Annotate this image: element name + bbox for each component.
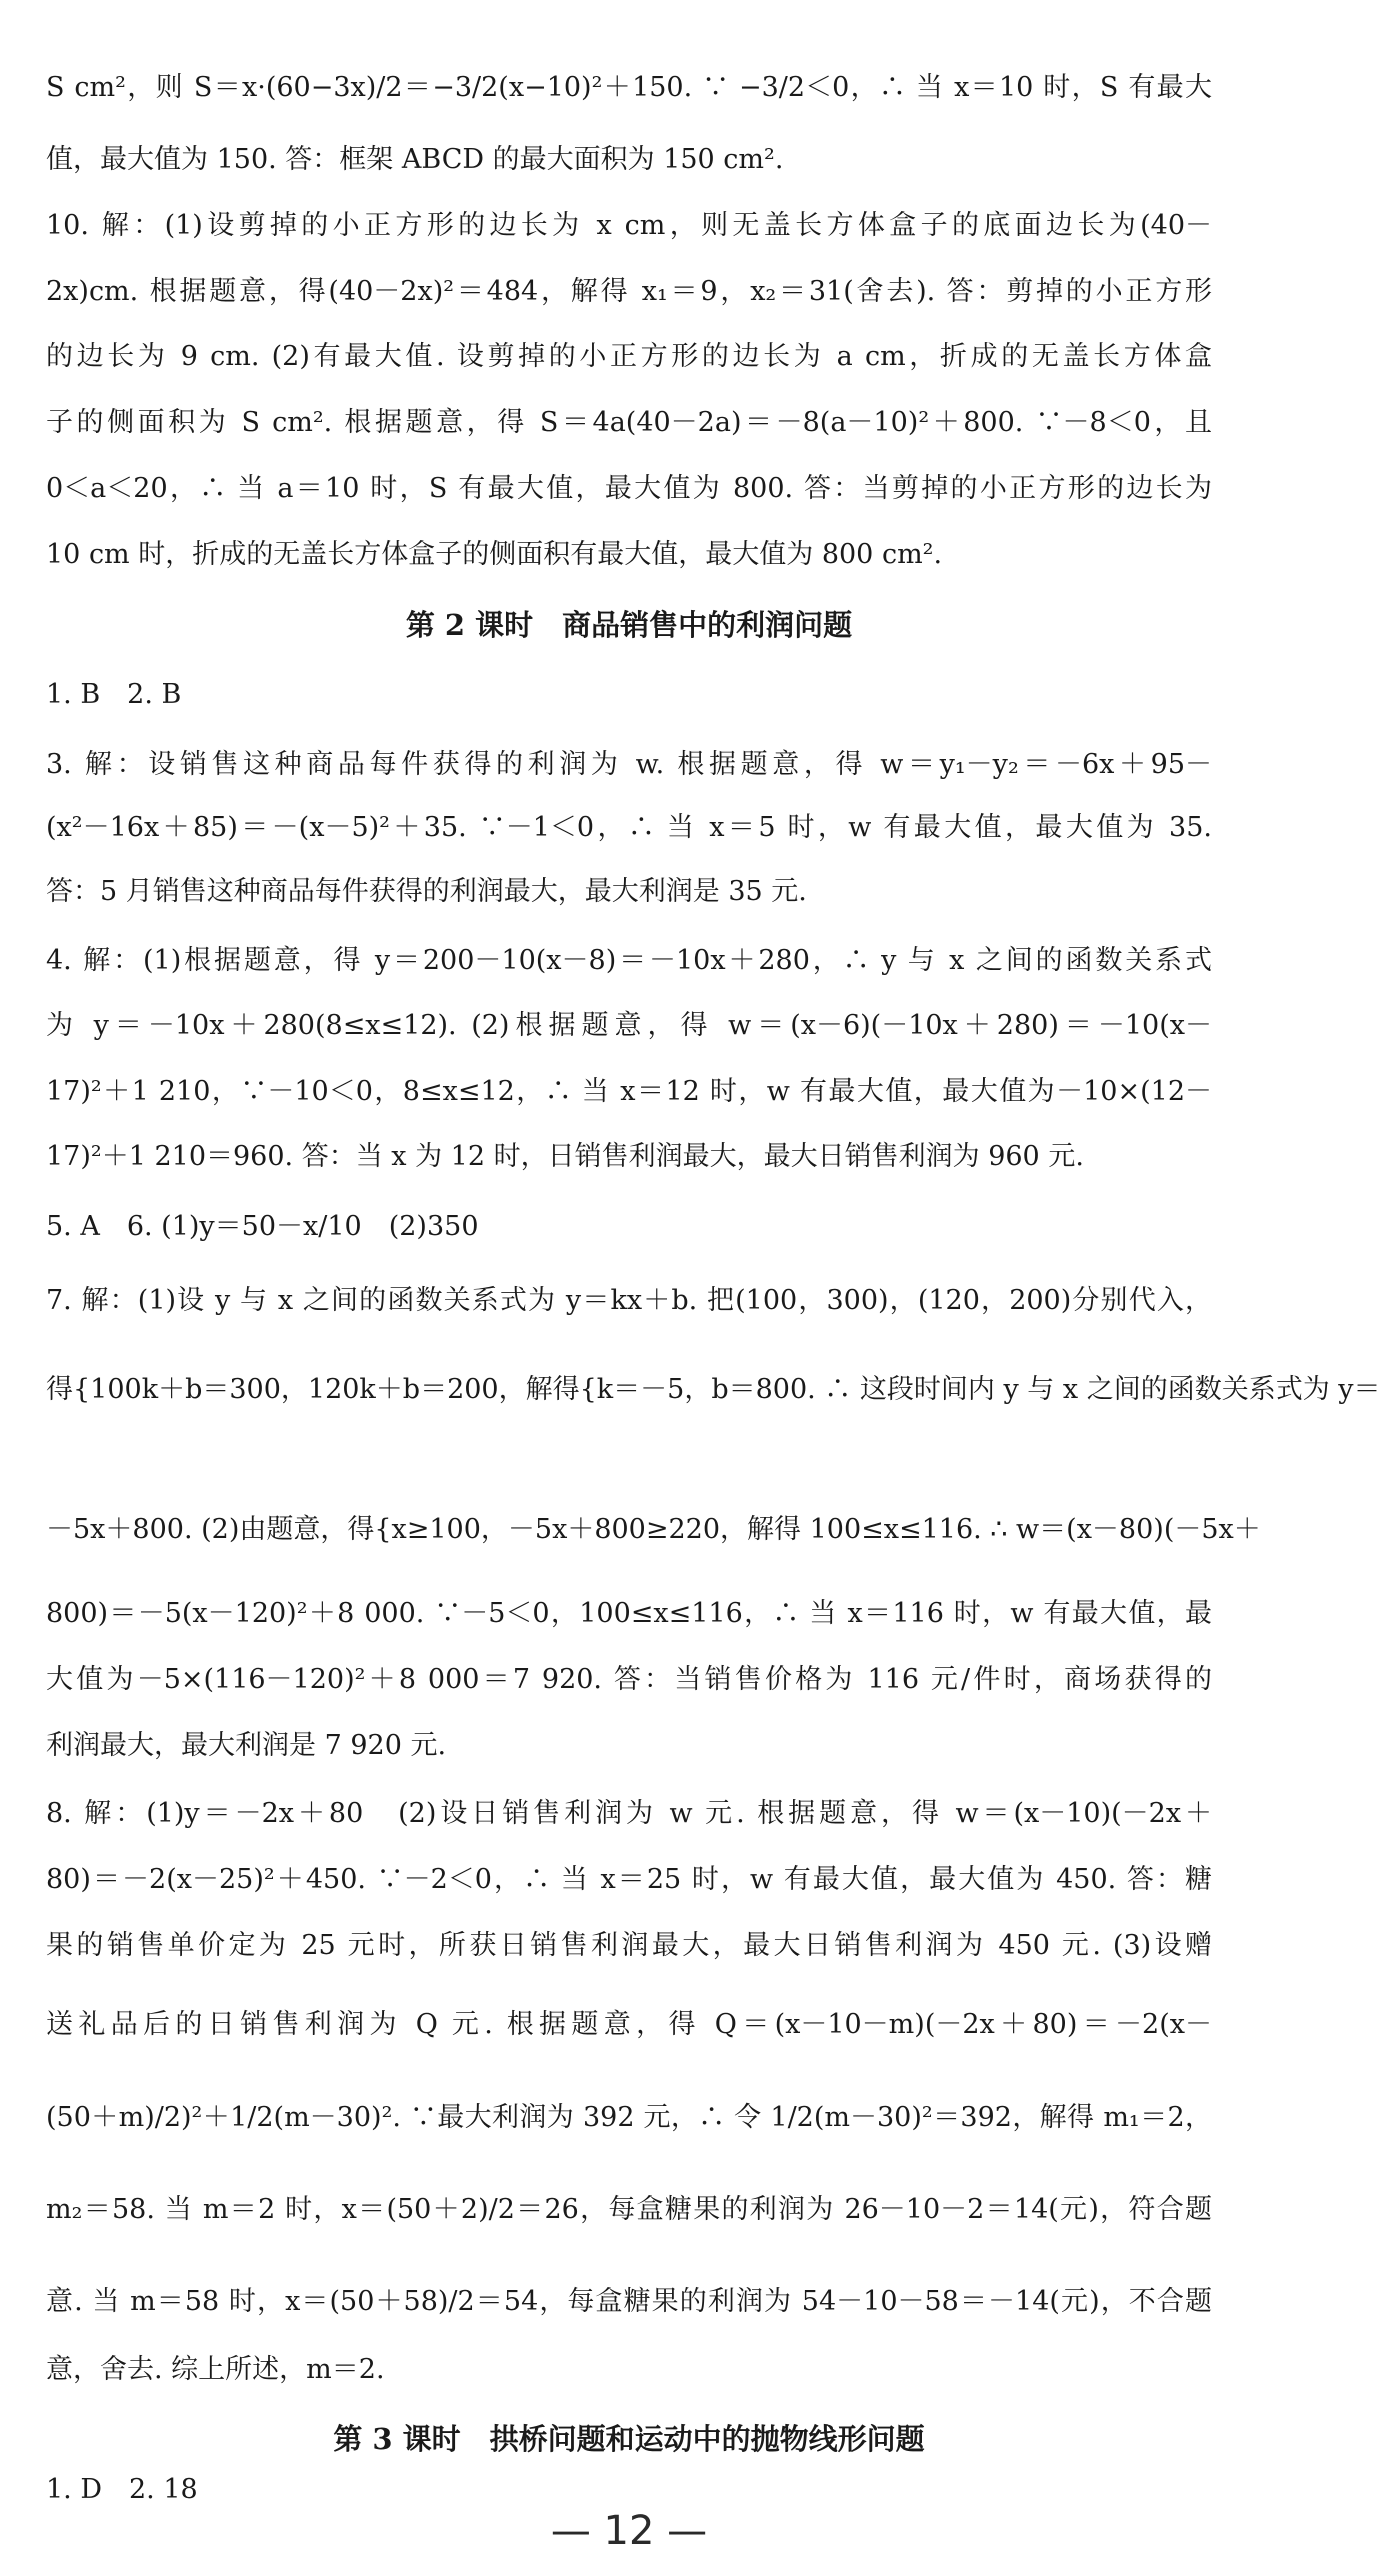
text-line: 17)²＋1 210，∵－10＜0，8≤x≤12，∴ 当 x＝12 时，w 有最大值，最大值为－10×(12－ bbox=[46, 1076, 1212, 1107]
text-line: m₂＝58. 当 m＝2 时，x＝(50＋2)/2＝26，每盒糖果的利润为 26－10－2＝14(元)，符合题 bbox=[46, 2194, 1212, 2225]
text-line: S cm²，则 S＝x·(60−3x)/2＝−3/2(x−10)²＋150. ∵ −3/2＜0，∴ 当 x＝10 时，S 有最大 bbox=[46, 72, 1212, 103]
text-line: 17)²＋1 210＝960. 答：当 x 为 12 时，日销售利润最大，最大日销售利润为 960 元. bbox=[46, 1141, 1084, 1172]
text-line: (50＋m)/2)²＋1/2(m－30)². ∵最大利润为 392 元，∴ 令 1/2(m－30)²＝392，解得 m₁＝2， bbox=[46, 2102, 1212, 2133]
equation-system-line: 得{100k＋b＝300，120k＋b＝200，解得{k＝－5，b＝800. ∴ 这段时间内 y 与 x 之间的函数关系式为 y＝ bbox=[46, 1374, 1381, 1405]
text-line: 为 y＝－10x＋280(8≤x≤12). (2)根据题意，得 w＝(x－6)(－10x＋280)＝－10(x－ bbox=[46, 1010, 1212, 1041]
text-line: 10 cm 时，折成的无盖长方体盒子的侧面积有最大值，最大值为 800 cm². bbox=[46, 539, 943, 570]
short-answers: 1. B 2. B bbox=[46, 679, 182, 710]
text-line: 果的销售单价定为 25 元时，所获日销售利润最大，最大日销售利润为 450 元. (3)设赠 bbox=[46, 1930, 1212, 1961]
problem-10-line: 10. 解：(1)设剪掉的小正方形的边长为 x cm，则无盖长方体盒子的底面边长为(40－ bbox=[46, 210, 1212, 241]
text-line: 80)＝－2(x－25)²＋450. ∵－2＜0，∴ 当 x＝25 时，w 有最大值，最大值为 450. 答：糖 bbox=[46, 1864, 1212, 1895]
text-line: 子的侧面积为 S cm². 根据题意，得 S＝4a(40－2a)＝－8(a－10)²＋800. ∵－8＜0，且 bbox=[46, 407, 1212, 438]
page-number: — 12 — bbox=[550, 2508, 708, 2554]
text-line: 800)＝－5(x－120)²＋8 000. ∵－5＜0，100≤x≤116，∴ 当 x＝116 时，w 有最大值，最 bbox=[46, 1598, 1212, 1629]
problem-3-line: 3. 解：设销售这种商品每件获得的利润为 w. 根据题意，得 w＝y₁－y₂＝－6x＋95－ bbox=[46, 749, 1212, 780]
text-line: 0＜a＜20，∴ 当 a＝10 时，S 有最大值，最大值为 800. 答：当剪掉的小正方形的边长为 bbox=[46, 473, 1212, 504]
section-heading: 第 3 课时 拱桥问题和运动中的抛物线形问题 bbox=[333, 2422, 925, 2456]
text-line: 值，最大值为 150. 答：框架 ABCD 的最大面积为 150 cm². bbox=[46, 144, 784, 175]
text-line: 意. 当 m＝58 时，x＝(50＋58)/2＝54，每盒糖果的利润为 54－10－58＝－14(元)，不合题 bbox=[46, 2286, 1212, 2317]
text-line: 大值为－5×(116－120)²＋8 000＝7 920. 答：当销售价格为 116 元/件时，商场获得的 bbox=[46, 1664, 1212, 1695]
text-line: 的边长为 9 cm. (2)有最大值. 设剪掉的小正方形的边长为 a cm，折成的无盖长方体盒 bbox=[46, 341, 1212, 372]
text-line: 答：5 月销售这种商品每件获得的利润最大，最大利润是 35 元. bbox=[46, 876, 807, 907]
short-answers: 1. D 2. 18 bbox=[46, 2474, 198, 2505]
text-line: 送礼品后的日销售利润为 Q 元. 根据题意，得 Q＝(x－10－m)(－2x＋80)＝－2(x－ bbox=[46, 2009, 1212, 2040]
short-answers: 5. A 6. (1)y＝50－x/10 (2)350 bbox=[46, 1211, 479, 1242]
section-heading: 第 2 课时 商品销售中的利润问题 bbox=[405, 608, 853, 642]
problem-8-line: 8. 解：(1)y＝－2x＋80 (2)设日销售利润为 w 元. 根据题意，得 w＝(x－10)(－2x＋ bbox=[46, 1798, 1212, 1829]
text-line: (x²－16x＋85)＝－(x－5)²＋35. ∵－1＜0，∴ 当 x＝5 时，w 有最大值，最大值为 35. bbox=[46, 812, 1212, 843]
text-line: 意，舍去. 综上所述，m＝2. bbox=[46, 2354, 385, 2385]
text-line: 2x)cm. 根据题意，得(40－2x)²＝484，解得 x₁＝9，x₂＝31(舍去). 答：剪掉的小正方形 bbox=[46, 276, 1212, 307]
problem-7-line: 7. 解：(1)设 y 与 x 之间的函数关系式为 y＝kx＋b. 把(100，300)，(120，200)分别代入， bbox=[46, 1285, 1212, 1316]
inequality-system-line: －5x＋800. (2)由题意，得{x≥100，－5x＋800≥220，解得 100≤x≤116. ∴ w＝(x－80)(－5x＋ bbox=[46, 1514, 1261, 1545]
text-line: 利润最大，最大利润是 7 920 元. bbox=[46, 1730, 447, 1761]
problem-4-line: 4. 解：(1)根据题意，得 y＝200－10(x－8)＝－10x＋280，∴ y 与 x 之间的函数关系式 bbox=[46, 945, 1212, 976]
